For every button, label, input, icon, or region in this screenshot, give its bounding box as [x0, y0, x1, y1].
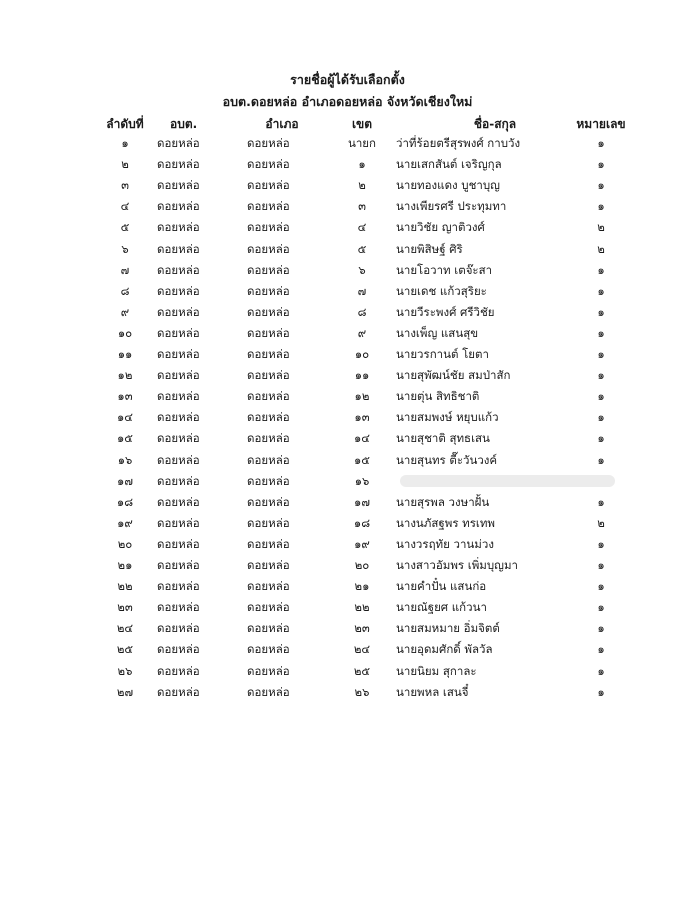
- cell-number: ๑: [597, 600, 605, 615]
- cell-zone: ๑: [358, 157, 366, 172]
- cell-subdistrict: ดอยหล่อ: [157, 389, 200, 404]
- cell-district: ดอยหล่อ: [247, 663, 290, 678]
- cell-subdistrict: ดอยหล่อ: [157, 558, 200, 572]
- cell-order: ๓: [121, 178, 129, 193]
- cell-number: ๑: [597, 283, 605, 298]
- table-row: [0, 344, 695, 365]
- cell-zone: ๒๐: [354, 558, 370, 572]
- cell-name: นายวีระพงศ์ ศรีวิชัย: [396, 304, 495, 319]
- cell-name: ว่าที่ร้อยตรีสุรพงศ์ กาบวัง: [396, 136, 521, 150]
- cell-subdistrict: ดอยหล่อ: [157, 473, 200, 488]
- table-row: [0, 133, 695, 154]
- cell-name: นายคำปั๋น แสนก่อ: [396, 579, 487, 594]
- cell-zone: ๒๑: [354, 579, 370, 594]
- cell-district: ดอยหล่อ: [247, 136, 290, 150]
- cell-zone: ๑๒: [354, 389, 370, 404]
- table-row: [0, 450, 695, 471]
- cell-number: ๑: [597, 178, 605, 193]
- cell-subdistrict: ดอยหล่อ: [157, 431, 200, 446]
- cell-number: ๑: [597, 304, 605, 319]
- cell-subdistrict: ดอยหล่อ: [157, 368, 200, 383]
- cell-zone: นายก: [347, 136, 377, 150]
- cell-district: ดอยหล่อ: [247, 389, 290, 404]
- cell-zone: ๙: [357, 325, 367, 340]
- cell-number: ๑: [597, 262, 605, 277]
- cell-order: ๑๒: [117, 368, 133, 383]
- table-row: [0, 492, 695, 513]
- cell-zone: ๔: [357, 220, 367, 235]
- cell-number: ๑: [597, 410, 605, 425]
- cell-zone: ๒๕: [353, 663, 371, 678]
- cell-order: ๑๘: [116, 494, 134, 509]
- cell-subdistrict: ดอยหล่อ: [157, 325, 200, 340]
- cell-zone: ๗: [357, 283, 367, 298]
- cell-number: ๑: [597, 368, 605, 383]
- cell-name: นายตุ่น สิทธิชาติ: [396, 389, 480, 404]
- cell-district: ดอยหล่อ: [247, 347, 290, 361]
- cell-district: ดอยหล่อ: [247, 579, 290, 594]
- cell-order: ๑๖: [117, 452, 133, 467]
- cell-order: ๒: [121, 157, 129, 172]
- cell-district: ดอยหล่อ: [247, 558, 290, 572]
- table-row: [0, 555, 695, 576]
- cell-number: ๒: [597, 515, 605, 530]
- cell-subdistrict: ดอยหล่อ: [157, 536, 200, 551]
- cell-name: นายณัฐยศ แก้วนา: [396, 600, 487, 615]
- cell-zone: ๑๔: [353, 431, 370, 446]
- cell-zone: ๒๔: [353, 642, 371, 657]
- cell-zone: ๑๕: [353, 452, 370, 467]
- cell-number: ๑: [597, 136, 605, 150]
- cell-district: ดอยหล่อ: [247, 431, 290, 446]
- cell-name: นายสุชาติ สุทธเสน: [396, 431, 490, 446]
- cell-name: นายสุพัฒน์ชัย สมป่าสัก: [396, 368, 511, 383]
- cell-order: ๑๕: [116, 431, 133, 446]
- cell-district: ดอยหล่อ: [247, 157, 290, 172]
- header-name: ชื่อ-สกุล: [473, 117, 517, 131]
- cell-zone: ๑๐: [354, 347, 370, 361]
- table-row: [0, 217, 695, 238]
- document-title: รายชื่อผู้ได้รับเลือกตั้ง: [290, 72, 405, 87]
- cell-number: ๑: [597, 452, 605, 467]
- cell-zone: ๖: [358, 262, 366, 277]
- cell-name: นางวรฤทัย วานม่วง: [396, 536, 494, 551]
- cell-order: ๑๐: [117, 325, 133, 340]
- cell-number: ๒: [597, 220, 605, 235]
- cell-order: ๕: [120, 220, 130, 235]
- table-row: [0, 618, 695, 639]
- cell-order: ๗: [120, 262, 130, 277]
- table-row: [0, 682, 695, 703]
- cell-subdistrict: ดอยหล่อ: [157, 452, 200, 467]
- cell-name: นายวรกานต์ โยตา: [396, 347, 489, 361]
- cell-zone: ๑๘: [353, 515, 371, 530]
- table-row: [0, 513, 695, 534]
- table-row: [0, 323, 695, 344]
- cell-district: ดอยหล่อ: [247, 684, 290, 699]
- cell-name: นางเพ็ญ แสนสุข: [396, 325, 479, 340]
- cell-district: ดอยหล่อ: [247, 600, 290, 615]
- cell-number: ๑: [597, 684, 605, 699]
- table-row: [0, 175, 695, 196]
- cell-name: นางสาวอัมพร เพิ่มบุญมา: [396, 558, 518, 572]
- cell-zone: ๒๖: [354, 684, 370, 699]
- header-district: อำเภอ: [265, 117, 299, 131]
- cell-name: นายนิยม สุกาละ: [396, 663, 477, 678]
- table-row: [0, 260, 695, 281]
- cell-zone: ๑๗: [354, 494, 370, 509]
- cell-subdistrict: ดอยหล่อ: [157, 515, 200, 530]
- cell-district: ดอยหล่อ: [247, 452, 290, 467]
- cell-number: ๑: [597, 558, 605, 572]
- cell-name: นายพิสิษฐ์ ศิริ: [396, 241, 463, 256]
- cell-district: ดอยหล่อ: [247, 325, 290, 340]
- cell-subdistrict: ดอยหล่อ: [157, 241, 200, 256]
- cell-subdistrict: ดอยหล่อ: [157, 262, 200, 277]
- cell-name: นายพหล เสนจี๋: [396, 684, 469, 699]
- cell-district: ดอยหล่อ: [247, 262, 290, 277]
- table-row: [0, 302, 695, 323]
- cell-name: นายสุรพล วงษาฝั้น: [396, 494, 490, 509]
- cell-order: ๒๔: [116, 621, 134, 636]
- cell-name: นายสมพงษ์ หยุบแก้ว: [396, 410, 499, 425]
- cell-number: ๑: [597, 536, 605, 551]
- cell-subdistrict: ดอยหล่อ: [157, 136, 200, 150]
- cell-zone: ๕: [357, 241, 367, 256]
- cell-district: ดอยหล่อ: [247, 178, 290, 193]
- cell-order: ๘: [120, 283, 130, 298]
- table-row: [0, 471, 695, 492]
- table-row: [0, 154, 695, 175]
- table-row: [0, 576, 695, 597]
- cell-subdistrict: ดอยหล่อ: [157, 663, 200, 678]
- cell-zone: ๒๓: [354, 621, 370, 636]
- cell-subdistrict: ดอยหล่อ: [157, 494, 200, 509]
- cell-name: นางเพียรศรี ประทุมทา: [396, 199, 507, 214]
- header-number: หมายเลข: [576, 117, 626, 131]
- document-subtitle: อบต.ดอยหล่อ อำเภอดอยหล่อ จังหวัดเชียงใหม่: [222, 94, 473, 109]
- cell-order: ๒๑: [117, 558, 133, 572]
- cell-order: ๑๔: [116, 410, 133, 425]
- cell-order: ๑๓: [117, 389, 133, 404]
- cell-number: ๑: [597, 579, 605, 594]
- cell-district: ดอยหล่อ: [247, 536, 290, 551]
- cell-subdistrict: ดอยหล่อ: [157, 600, 200, 615]
- table-row: [0, 597, 695, 618]
- cell-name: นายสุนทร ตื๊ะวันวงค์: [396, 452, 498, 467]
- cell-zone: ๑๖: [354, 473, 370, 488]
- cell-zone: ๑๓: [354, 410, 370, 425]
- cell-district: ดอยหล่อ: [247, 241, 290, 256]
- cell-district: ดอยหล่อ: [247, 494, 290, 509]
- table-row: [0, 239, 695, 260]
- cell-name: นายเดช แก้วสุริยะ: [396, 283, 487, 298]
- cell-subdistrict: ดอยหล่อ: [157, 304, 200, 319]
- header-order: ลำดับที่: [106, 117, 144, 131]
- cell-name: นายวิชัย ญาติวงศ์: [396, 220, 485, 235]
- cell-zone: ๓: [358, 199, 366, 214]
- cell-number: ๑: [597, 157, 605, 172]
- cell-subdistrict: ดอยหล่อ: [157, 157, 200, 172]
- cell-district: ดอยหล่อ: [247, 220, 290, 235]
- cell-name: นายโอวาท เตจ๊ะสา: [396, 262, 493, 277]
- cell-district: ดอยหล่อ: [247, 410, 290, 425]
- cell-order: ๒๒: [117, 579, 133, 594]
- cell-number: ๑: [597, 199, 605, 214]
- cell-district: ดอยหล่อ: [247, 304, 290, 319]
- cell-name: นายอุดมศักดิ์ พัลวัล: [396, 642, 493, 657]
- cell-order: ๑๑: [117, 347, 133, 361]
- cell-number: ๑: [597, 389, 605, 404]
- table-row: [0, 639, 695, 660]
- cell-order: ๑: [121, 136, 129, 150]
- cell-order: ๙: [120, 304, 130, 319]
- cell-order: ๒๗: [116, 684, 134, 699]
- cell-order: ๒๕: [116, 642, 134, 657]
- cell-number: ๑: [597, 325, 605, 340]
- cell-order: ๒๓: [117, 600, 133, 615]
- table-row: [0, 365, 695, 386]
- cell-subdistrict: ดอยหล่อ: [157, 579, 200, 594]
- cell-name: นายทองแดง บูชาบุญ: [396, 178, 500, 193]
- cell-subdistrict: ดอยหล่อ: [157, 684, 200, 699]
- cell-order: ๔: [120, 199, 130, 214]
- cell-order: ๑๙: [117, 515, 133, 530]
- cell-number: ๑: [597, 621, 605, 636]
- cell-district: ดอยหล่อ: [247, 621, 290, 636]
- cell-number: ๑: [597, 494, 605, 509]
- cell-district: ดอยหล่อ: [247, 283, 290, 298]
- cell-subdistrict: ดอยหล่อ: [157, 220, 200, 235]
- cell-district: ดอยหล่อ: [247, 368, 290, 383]
- cell-zone: ๑๑: [354, 368, 370, 383]
- header-subdistrict: อบต.: [170, 117, 198, 131]
- cell-district: ดอยหล่อ: [247, 199, 290, 214]
- cell-district: ดอยหล่อ: [247, 473, 290, 488]
- cell-district: ดอยหล่อ: [247, 642, 290, 657]
- cell-number: ๑: [597, 642, 605, 657]
- cell-order: ๖: [121, 241, 129, 256]
- cell-subdistrict: ดอยหล่อ: [157, 347, 200, 361]
- cell-name: นายสมหมาย อิ่มจิตต์: [396, 621, 500, 636]
- cell-order: ๒๖: [117, 663, 133, 678]
- cell-subdistrict: ดอยหล่อ: [157, 621, 200, 636]
- cell-number: ๑: [597, 663, 605, 678]
- table-row: [0, 281, 695, 302]
- cell-subdistrict: ดอยหล่อ: [157, 642, 200, 657]
- table-row: [0, 428, 695, 449]
- table-row: [0, 661, 695, 682]
- cell-name: นางนภัสฐพร ทรเทพ: [396, 515, 496, 530]
- cell-subdistrict: ดอยหล่อ: [157, 178, 200, 193]
- cell-order: ๑๗: [117, 473, 133, 488]
- cell-number: ๑: [597, 347, 605, 361]
- cell-subdistrict: ดอยหล่อ: [157, 410, 200, 425]
- cell-name: นายเสกสันต์ เจริญกุล: [396, 157, 502, 172]
- cell-number: ๒: [597, 241, 605, 256]
- redacted-name-block: [400, 475, 615, 487]
- cell-subdistrict: ดอยหล่อ: [157, 283, 200, 298]
- cell-number: ๑: [597, 431, 605, 446]
- cell-zone: ๒๒: [354, 600, 370, 615]
- cell-order: ๒๐: [117, 536, 133, 551]
- table-row: [0, 407, 695, 428]
- header-zone: เขต: [351, 117, 373, 131]
- cell-zone: ๒: [358, 178, 366, 193]
- cell-district: ดอยหล่อ: [247, 515, 290, 530]
- table-row: [0, 534, 695, 555]
- table-row: [0, 386, 695, 407]
- cell-subdistrict: ดอยหล่อ: [157, 199, 200, 214]
- table-row: [0, 196, 695, 217]
- cell-zone: ๘: [357, 304, 367, 319]
- cell-zone: ๑๙: [354, 536, 370, 551]
